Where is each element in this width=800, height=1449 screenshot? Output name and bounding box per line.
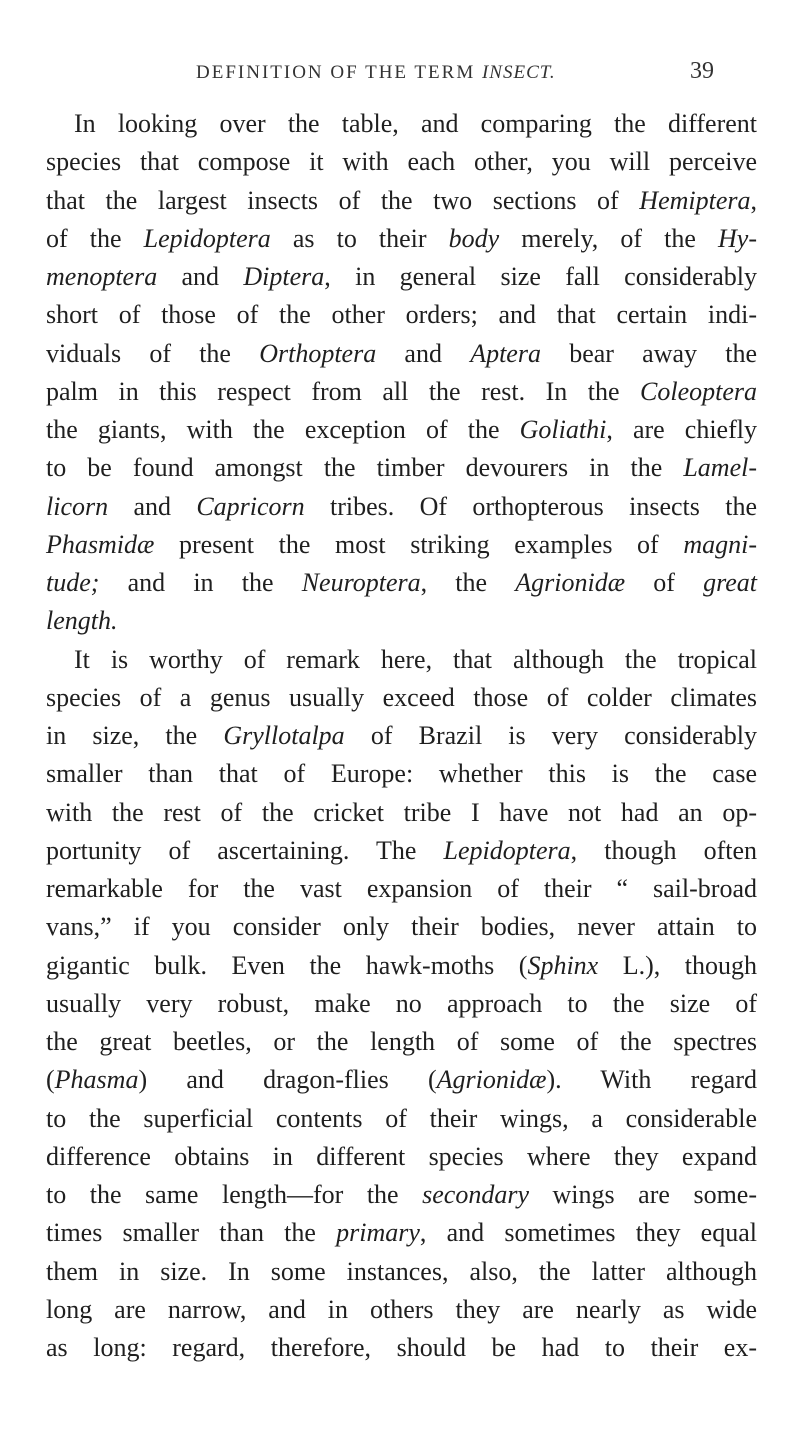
text-run: times smaller than the [46, 1218, 337, 1248]
text-run: L.), though [598, 950, 757, 980]
text-line [46, 410, 757, 450]
italic-text: Hemiptera [639, 185, 751, 215]
italic-text: menoptera [46, 262, 158, 291]
text-line [46, 1099, 757, 1139]
text-run: In looking over the table, and comparing the different [74, 109, 757, 138]
text-run: as long: regard, therefore, should be had to their ex- [46, 1333, 757, 1362]
text-line [46, 1022, 757, 1062]
text-run: to the same length—for the [46, 1180, 423, 1209]
text-run: portunity of ascertaining. The [46, 835, 444, 865]
text-run: short of those of the other orders; and that certain indi- [46, 300, 757, 330]
text-line [46, 601, 757, 641]
italic-text: magni- [683, 529, 757, 559]
text-run: present the most striking examples of [154, 529, 684, 559]
text-run: of the [46, 223, 144, 253]
italic-text: Sphinx [527, 950, 599, 980]
text-run: and [376, 338, 471, 368]
italic-text: Diptera [243, 262, 325, 291]
text-line [46, 1290, 757, 1330]
text-run: remarkable for the vast expansion of their “ sail-broad [46, 874, 757, 903]
text-run: It is worthy of remark here, that although the tropical [74, 644, 757, 674]
text-run: as to their [270, 223, 449, 253]
text-line [46, 219, 757, 259]
text-run: gigantic bulk. Even the hawk-moths ( [46, 950, 528, 980]
text-line [46, 257, 757, 297]
italic-text: Lepidoptera [443, 835, 571, 865]
text-run: the great beetles, or the length of some of the spectres [46, 1027, 757, 1056]
page-number: 39 [690, 58, 714, 84]
italic-text: Neuroptera [301, 568, 421, 597]
italic-text: secondary [422, 1180, 529, 1209]
italic-text: Aptera [470, 338, 541, 368]
text-line [46, 946, 757, 986]
text-line [74, 640, 757, 680]
text-run: difference obtains in different species where they expand [46, 1141, 757, 1171]
text-run: and [157, 262, 244, 291]
text-line [46, 181, 757, 221]
text-line [46, 1252, 757, 1292]
text-run: that the largest insects of the two sections of [46, 185, 640, 215]
text-line [46, 716, 757, 756]
text-run: long are narrow, and in others they are nearly as wide [46, 1294, 757, 1324]
text-run: smaller than that of Europe: whether this is the case [46, 759, 757, 789]
text-line [46, 295, 757, 335]
italic-text: body [448, 223, 500, 253]
text-line [46, 1328, 757, 1368]
running-head-text: DEFINITION OF THE TERM [196, 62, 476, 83]
italic-text: Phasma [54, 1065, 139, 1095]
text-line [46, 754, 757, 794]
text-line [46, 1060, 757, 1100]
text-run: to be found amongst the timber devourers in the [46, 453, 684, 483]
text-line [46, 334, 757, 374]
text-run: , in general size fall considerably [324, 262, 758, 291]
italic-text: Goliathi [519, 415, 607, 444]
text-line [46, 907, 757, 947]
text-run: ( [46, 1065, 55, 1095]
italic-text: Lepidoptera [143, 223, 271, 253]
text-run: , [750, 185, 757, 215]
text-line [46, 1213, 757, 1253]
text-run: the giants, with the exception of the [46, 415, 520, 444]
italic-text: Orthoptera [259, 338, 377, 368]
italic-text: Agrionidæ [515, 568, 626, 597]
text-run: tribes. Of orthopterous insects the [304, 491, 757, 521]
italic-text: Phasmidæ [46, 529, 155, 559]
running-head-italic: INSECT. [481, 62, 556, 83]
text-run: , though often [570, 835, 757, 865]
italic-text: Coleoptera [640, 376, 757, 406]
text-run: , are chiefly [606, 415, 757, 444]
text-run: , and sometimes they equal [419, 1218, 757, 1248]
text-line [46, 678, 757, 718]
text-run: them in size. In some instances, also, the latter although [46, 1256, 757, 1286]
italic-text: primary [336, 1218, 420, 1248]
italic-text: length. [46, 606, 118, 636]
text-line [46, 448, 757, 488]
text-run: and in the [99, 568, 302, 597]
text-run: merely, of the [499, 223, 719, 253]
italic-text: Lamel- [683, 453, 757, 483]
text-run: of Brazil is very considerably [344, 721, 757, 750]
text-run: wings are some- [529, 1180, 757, 1209]
text-line [46, 372, 757, 412]
text-run: to the superficial contents of their wings, a considerable [46, 1103, 757, 1133]
text-line [46, 869, 757, 909]
italic-text: Gryllotalpa [223, 721, 345, 750]
text-run: bear away the [540, 338, 758, 368]
text-run: in size, the [46, 721, 224, 750]
text-line [46, 1175, 757, 1215]
text-run: palm in this respect from all the rest. In the [46, 376, 640, 406]
text-run: species of a genus usually exceed those of colder climates [46, 682, 757, 712]
text-line [46, 1137, 757, 1177]
text-run: ). With regard [546, 1065, 757, 1095]
text-run: and [108, 491, 197, 521]
text-run: viduals of the [46, 338, 260, 368]
text-line [46, 487, 757, 527]
text-run: ) and dragon-flies ( [138, 1065, 437, 1095]
text-line [46, 563, 757, 603]
text-line [46, 831, 757, 871]
italic-text: tude; [46, 568, 100, 597]
text-run: species that compose it with each other, you will perceive [46, 147, 757, 177]
text-run: vans,” if you consider only their bodies, never attain to [46, 912, 757, 942]
text-run: of [625, 568, 704, 597]
text-run: with the rest of the cricket tribe I have not had an op- [46, 797, 757, 827]
italic-text: Hy- [718, 223, 758, 253]
italic-text: licorn [46, 491, 109, 521]
text-line [74, 104, 757, 144]
text-line [46, 984, 757, 1024]
text-run: , the [420, 568, 516, 597]
italic-text: Agrionidæ [436, 1065, 547, 1095]
italic-text: Capricorn [196, 491, 305, 521]
text-line [46, 142, 757, 182]
italic-text: great [703, 568, 757, 597]
text-line [46, 793, 757, 833]
text-run: usually very robust, make no approach to the size of [46, 988, 757, 1018]
text-line [46, 525, 757, 565]
